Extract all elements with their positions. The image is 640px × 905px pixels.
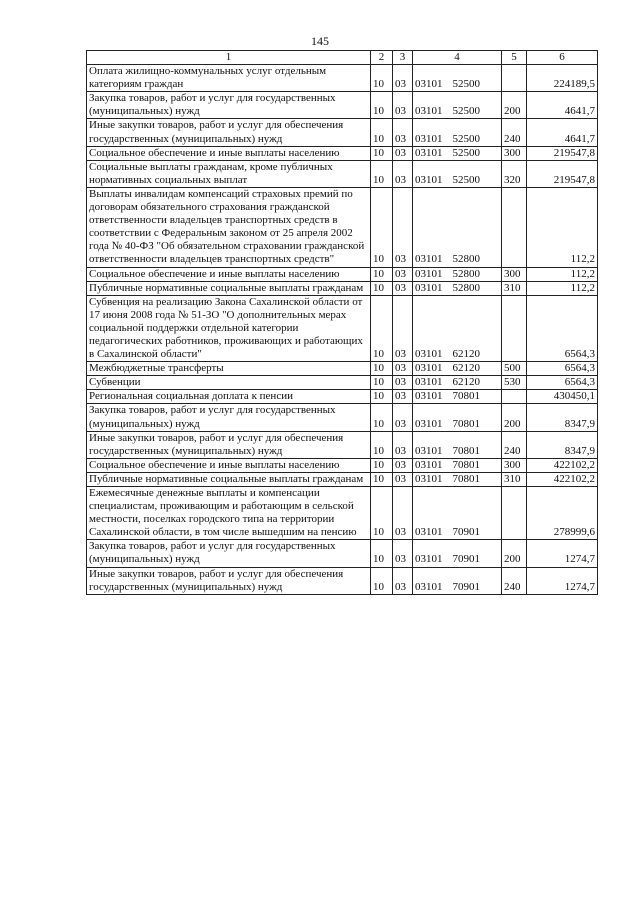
article-code-part1: 03101 [415,105,443,118]
row-amount-cell: 112,2 [527,187,598,267]
row-section-cell: 10 [371,65,393,92]
article-code-part1: 03101 [415,390,443,403]
row-amount-cell: 219547,8 [527,160,598,187]
table-row [87,362,598,376]
row-expense-type-cell: 500 [502,362,527,376]
table-row [87,431,598,458]
row-article-cell [413,267,502,281]
article-code-part2: 52800 [452,267,480,280]
article-code-part2: 70801 [452,417,480,430]
table-row [87,472,598,486]
row-amount-cell: 1274,7 [527,540,598,567]
row-amount-cell: 6564,3 [527,362,598,376]
row-name-cell: Выплаты инвалидам компенсаций страховых премий по договорам обязательного страхования гражданской ответственности владельцев транспортных средств в соответствии с Федеральным законом от 25 апреля 2002 года № 40-ФЗ "Об обязательном страховании гражданской ответственности владельцев транспортных средств" [87,187,371,267]
row-subsection-cell: 03 [393,65,413,92]
row-name-cell: Закупка товаров, работ и услуг для государственных (муниципальных) нужд [87,92,371,119]
row-section-cell: 10 [371,472,393,486]
row-article-cell [413,146,502,160]
row-name-cell: Закупка товаров, работ и услуг для государственных (муниципальных) нужд [87,404,371,431]
row-expense-type-cell [502,487,527,540]
row-section-cell: 10 [371,362,393,376]
row-name-cell: Публичные нормативные социальные выплаты гражданам [87,281,371,295]
article-code-part2: 70901 [452,553,480,566]
table-row [87,487,598,540]
article-code-part1: 03101 [415,78,443,91]
row-article-cell [413,281,502,295]
article-code-part1: 03101 [415,267,443,280]
row-amount-cell: 1274,7 [527,567,598,594]
article-code-part2: 62120 [452,362,480,375]
page-number: 145 [311,34,329,48]
row-section-cell: 10 [371,458,393,472]
row-expense-type-cell [502,390,527,404]
row-article-cell [413,472,502,486]
row-subsection-cell: 03 [393,267,413,281]
row-section-cell: 10 [371,281,393,295]
column-header-4: 4 [413,51,502,65]
article-code-part2: 70801 [452,458,480,471]
row-name-cell: Ежемесячные денежные выплаты и компенсации специалистам, проживающим и работающим в сельской местности, поселках городского типа на территории Сахалинской области, в том числе вышедшим на пенсию [87,487,371,540]
row-amount-cell: 278999,6 [527,487,598,540]
row-article-cell [413,390,502,404]
article-code-part2: 70901 [452,580,480,593]
article-code-part2: 52500 [452,132,480,145]
row-article-cell [413,458,502,472]
article-code-part1: 03101 [415,580,443,593]
table-row [87,146,598,160]
row-name-cell: Социальные выплаты гражданам, кроме публичных нормативных социальных выплат [87,160,371,187]
row-article-cell [413,567,502,594]
column-header-1: 1 [87,51,371,65]
row-article-cell [413,362,502,376]
row-expense-type-cell: 200 [502,92,527,119]
table-row [87,281,598,295]
table-row [87,65,598,92]
header-row [87,51,598,65]
row-amount-cell: 224189,5 [527,65,598,92]
row-subsection-cell: 03 [393,458,413,472]
article-code-part2: 52500 [452,146,480,159]
row-expense-type-cell: 530 [502,376,527,390]
row-expense-type-cell: 300 [502,458,527,472]
row-subsection-cell: 03 [393,160,413,187]
article-code-part1: 03101 [415,376,443,389]
row-section-cell: 10 [371,187,393,267]
row-amount-cell: 6564,3 [527,295,598,361]
table-row [87,187,598,267]
row-name-cell: Публичные нормативные социальные выплаты гражданам [87,472,371,486]
row-section-cell: 10 [371,267,393,281]
article-code-part2: 52500 [452,105,480,118]
row-article-cell [413,92,502,119]
table-row [87,376,598,390]
row-subsection-cell: 03 [393,187,413,267]
table-row [87,458,598,472]
row-article-cell [413,119,502,146]
article-code-part1: 03101 [415,173,443,186]
article-code-part1: 03101 [415,362,443,375]
article-code-part1: 03101 [415,472,443,485]
article-code-part2: 52800 [452,253,480,266]
row-expense-type-cell [502,65,527,92]
table-row [87,404,598,431]
row-expense-type-cell [502,295,527,361]
row-name-cell: Иные закупки товаров, работ и услуг для обеспечения государственных (муниципальных) нужд [87,119,371,146]
article-code-part1: 03101 [415,526,443,539]
row-expense-type-cell: 310 [502,472,527,486]
row-amount-cell: 112,2 [527,267,598,281]
article-code-part2: 62120 [452,376,480,389]
row-article-cell [413,160,502,187]
row-expense-type-cell: 240 [502,567,527,594]
article-code-part1: 03101 [415,458,443,471]
row-article-cell [413,540,502,567]
row-name-cell: Социальное обеспечение и иные выплаты населению [87,458,371,472]
article-code-part2: 52500 [452,78,480,91]
row-expense-type-cell: 240 [502,431,527,458]
article-code-part1: 03101 [415,146,443,159]
row-name-cell: Субвенция на реализацию Закона Сахалинской области от 17 июня 2008 года № 51-ЗО "О дополнительных мерах социальной поддержки отдельной категории педагогических работников, проживающих и работающих в Сахалинской области" [87,295,371,361]
row-expense-type-cell [502,187,527,267]
row-subsection-cell: 03 [393,431,413,458]
row-section-cell: 10 [371,390,393,404]
row-amount-cell: 219547,8 [527,146,598,160]
row-article-cell [413,187,502,267]
table-row [87,160,598,187]
row-section-cell: 10 [371,92,393,119]
row-subsection-cell: 03 [393,146,413,160]
row-article-cell [413,404,502,431]
row-subsection-cell: 03 [393,487,413,540]
row-expense-type-cell: 300 [502,267,527,281]
article-code-part1: 03101 [415,253,443,266]
row-section-cell: 10 [371,146,393,160]
row-article-cell [413,65,502,92]
row-subsection-cell: 03 [393,92,413,119]
row-article-cell [413,376,502,390]
row-subsection-cell: 03 [393,376,413,390]
budget-table [86,50,598,595]
row-subsection-cell: 03 [393,567,413,594]
article-code-part2: 52800 [452,281,480,294]
row-article-cell [413,487,502,540]
row-expense-type-cell: 200 [502,404,527,431]
row-subsection-cell: 03 [393,295,413,361]
row-amount-cell: 4641,7 [527,119,598,146]
row-section-cell: 10 [371,404,393,431]
column-header-5: 5 [502,51,527,65]
article-code-part1: 03101 [415,281,443,294]
row-amount-cell: 8347,9 [527,404,598,431]
table-row [87,390,598,404]
article-code-part1: 03101 [415,417,443,430]
row-subsection-cell: 03 [393,362,413,376]
row-amount-cell: 422102,2 [527,458,598,472]
article-code-part1: 03101 [415,132,443,145]
article-code-part2: 70901 [452,526,480,539]
row-article-cell [413,295,502,361]
row-amount-cell: 4641,7 [527,92,598,119]
article-code-part2: 52500 [452,173,480,186]
row-subsection-cell: 03 [393,281,413,295]
row-expense-type-cell: 320 [502,160,527,187]
row-amount-cell: 6564,3 [527,376,598,390]
row-article-cell [413,431,502,458]
article-code-part2: 70801 [452,390,480,403]
row-section-cell: 10 [371,431,393,458]
article-code-part1: 03101 [415,348,443,361]
row-section-cell: 10 [371,487,393,540]
table-row [87,267,598,281]
row-name-cell: Иные закупки товаров, работ и услуг для обеспечения государственных (муниципальных) нужд [87,431,371,458]
row-expense-type-cell: 300 [502,146,527,160]
table-row [87,92,598,119]
row-section-cell: 10 [371,540,393,567]
row-name-cell: Социальное обеспечение и иные выплаты населению [87,267,371,281]
row-name-cell: Закупка товаров, работ и услуг для государственных (муниципальных) нужд [87,540,371,567]
column-header-3: 3 [393,51,413,65]
article-code-part2: 62120 [452,348,480,361]
article-code-part2: 70801 [452,444,480,457]
row-subsection-cell: 03 [393,404,413,431]
row-name-cell: Иные закупки товаров, работ и услуг для обеспечения государственных (муниципальных) нужд [87,567,371,594]
row-name-cell: Оплата жилищно-коммунальных услуг отдельным категориям граждан [87,65,371,92]
row-subsection-cell: 03 [393,390,413,404]
row-expense-type-cell: 240 [502,119,527,146]
row-amount-cell: 430450,1 [527,390,598,404]
table-row [87,540,598,567]
row-name-cell: Субвенции [87,376,371,390]
table-row [87,295,598,361]
row-name-cell: Региональная социальная доплата к пенсии [87,390,371,404]
article-code-part1: 03101 [415,553,443,566]
row-amount-cell: 8347,9 [527,431,598,458]
row-expense-type-cell: 310 [502,281,527,295]
column-header-6: 6 [527,51,598,65]
row-subsection-cell: 03 [393,472,413,486]
row-amount-cell: 112,2 [527,281,598,295]
column-header-2: 2 [371,51,393,65]
table-row [87,567,598,594]
row-section-cell: 10 [371,567,393,594]
row-section-cell: 10 [371,376,393,390]
row-section-cell: 10 [371,295,393,361]
row-subsection-cell: 03 [393,119,413,146]
table-body [87,51,598,595]
row-name-cell: Социальное обеспечение и иные выплаты населению [87,146,371,160]
row-amount-cell: 422102,2 [527,472,598,486]
row-section-cell: 10 [371,160,393,187]
row-section-cell: 10 [371,119,393,146]
row-subsection-cell: 03 [393,540,413,567]
article-code-part1: 03101 [415,444,443,457]
table-row [87,119,598,146]
row-expense-type-cell: 200 [502,540,527,567]
article-code-part2: 70801 [452,472,480,485]
row-name-cell: Межбюджетные трансферты [87,362,371,376]
